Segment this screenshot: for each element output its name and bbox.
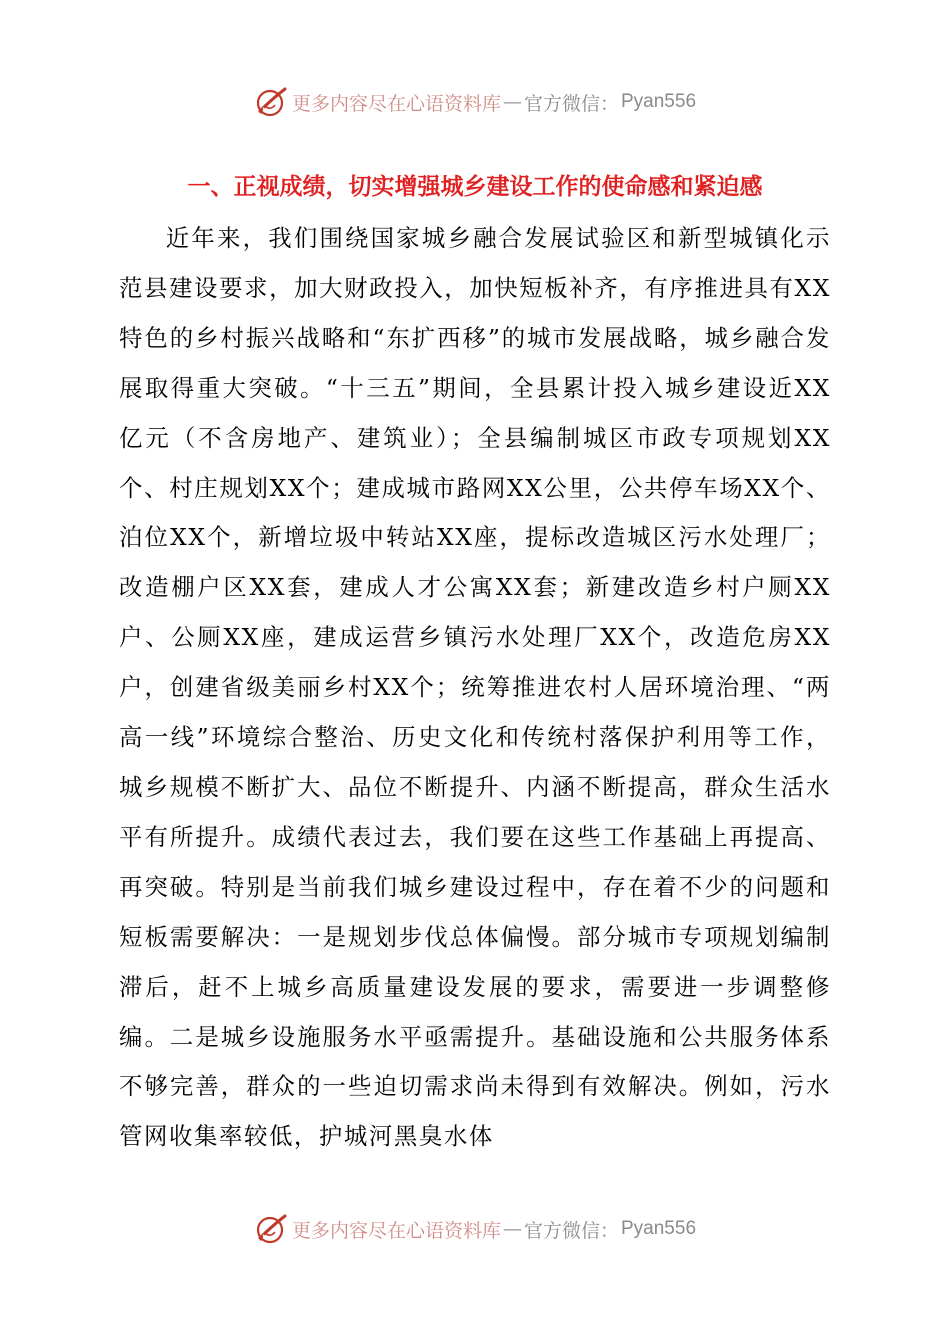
banner-wechat-id: Pyan556 (621, 91, 697, 112)
banner-official-label: 官方微信： (523, 92, 619, 115)
banner-text: 更多内容尽在心语资料库 (291, 1219, 501, 1242)
pen-logo-icon (254, 85, 288, 119)
body-paragraph: 近年来，我们围绕国家城乡融合发展试验区和新型城镇化示范县建设要求，加大财政投入，加快短板补齐，有序推进具有XX特色的乡村振兴战略和“东扩西移”的城市发展战略，城乡融合发展取得重大突破。“十三五”期间，全县累计投入城乡建设近XX亿元（不含房地产、建筑业）；全县编制城区市政专项规划XX个、村庄规划XX个；建成城市路网XX公里，公共停车场XX个、泊位XX个，新增垃圾中转站XX座，提标改造城区污水处理厂；改造棚户区XX套，建成人才公寓XX套；新建改造乡村户厕XX户、公厕XX座，建成运营乡镇污水处理厂XX个，改造危房XX户，创建省级美丽乡村XX个；统筹推进农村人居环境治理、“两高一线”环境综合整治、历史文化和传统村落保护利用等工作，城乡规模不断扩大、品位不断提升、内涵不断提高，群众生活水平有所提升。成绩代表过去，我们要在这些工作基础上再提高、再突破。特别是当前我们城乡建设过程中，存在着不少的问题和短板需要解决：一是规划步伐总体偏慢。部分城市专项规划编制滞后，赶不上城乡高质量建设发展的要求，需要进一步调整修编。二是城乡设施服务水平亟需提升。基础设施和公共服务体系不够完善，群众的一些迫切需求尚未得到有效解决。例如，污水管网收集率较低，护城河黑臭水体 (119, 224, 831, 1151)
banner-dash: — (502, 91, 522, 113)
banner-dash: — (502, 1218, 522, 1240)
banner-text: 更多内容尽在心语资料库 (291, 92, 501, 115)
banner-official-label: 官方微信： (523, 1219, 619, 1242)
header-banner (0, 82, 950, 122)
footer-banner (0, 1209, 950, 1249)
section-heading: 一、正视成绩，切实增强城乡建设工作的使命感和紧迫感 (187, 174, 763, 200)
banner-wechat-id: Pyan556 (621, 1218, 697, 1239)
pen-logo-icon (254, 1212, 288, 1246)
